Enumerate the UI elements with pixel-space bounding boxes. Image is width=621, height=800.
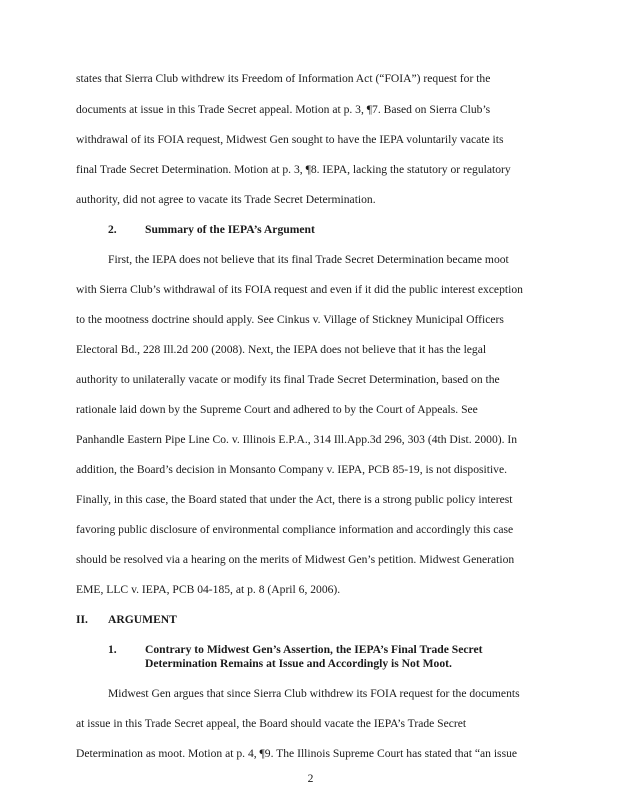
text-line: First, the IEPA does not believe that its final Trade Secret Determination became moot [108,253,509,266]
text-line: Panhandle Eastern Pipe Line Co. v. Illinois E.P.A., 314 Ill.App.3d 296, 303 (4th Dist. 2000). In [76,433,518,446]
text-line: favoring public disclosure of environmental compliance information and accordingly this case [76,523,514,536]
text-line: Midwest Gen argues that since Sierra Club withdrew its FOIA request for the documents [108,687,520,700]
section-ii-heading: ARGUMENT [108,613,177,626]
text-line: documents at issue in this Trade Secret appeal. Motion at p. 3, ¶7. Based on Sierra Club’s [76,103,491,116]
text-line: Electoral Bd., 228 Ill.2d 200 (2008). Next, the IEPA does not believe that it has the legal [76,343,487,356]
section-1-heading-line2: Determination Remains at Issue and Accordingly is Not Moot. [145,657,452,670]
text-line: should be resolved via a hearing on the merits of Midwest Gen’s petition. Midwest Generation [76,553,515,566]
text-line: at issue in this Trade Secret appeal, the Board should vacate the IEPA’s Trade Secret [76,717,467,730]
text-line: EME, LLC v. IEPA, PCB 04-185, at p. 8 (April 6, 2006). [76,583,341,596]
section-2-number: 2. [108,223,117,236]
text-line: withdrawal of its FOIA request, Midwest Gen sought to have the IEPA voluntarily vacate its [76,133,504,146]
section-1-number: 1. [108,643,117,656]
text-line: with Sierra Club’s withdrawal of its FOIA request and even if it did the public interest exception [76,283,523,296]
text-line: Finally, in this case, the Board stated that under the Act, there is a strong public policy interest [76,493,513,506]
page-number: 2 [307,772,314,785]
text-line: Determination as moot. Motion at p. 4, ¶9. The Illinois Supreme Court has stated that “an issue [76,747,518,760]
section-2-heading: Summary of the IEPA’s Argument [145,223,315,236]
text-line: rationale laid down by the Supreme Court and adhered to by the Court of Appeals. See [76,403,478,416]
text-line: to the mootness doctrine should apply. See Cinkus v. Village of Stickney Municipal Officers [76,313,504,326]
text-line: authority, did not agree to vacate its Trade Secret Determination. [76,193,376,206]
section-ii-number: II. [76,613,88,626]
text-line: addition, the Board’s decision in Monsanto Company v. IEPA, PCB 85-19, is not dispositive. [76,463,508,476]
text-line: authority to unilaterally vacate or modify its final Trade Secret Determination, based on the [76,373,500,386]
text-line: final Trade Secret Determination. Motion at p. 3, ¶8. IEPA, lacking the statutory or regulatory [76,163,511,176]
text-line: states that Sierra Club withdrew its Freedom of Information Act (“FOIA”) request for the [76,72,491,85]
section-1-heading-line1: Contrary to Midwest Gen’s Assertion, the IEPA’s Final Trade Secret [145,643,483,656]
